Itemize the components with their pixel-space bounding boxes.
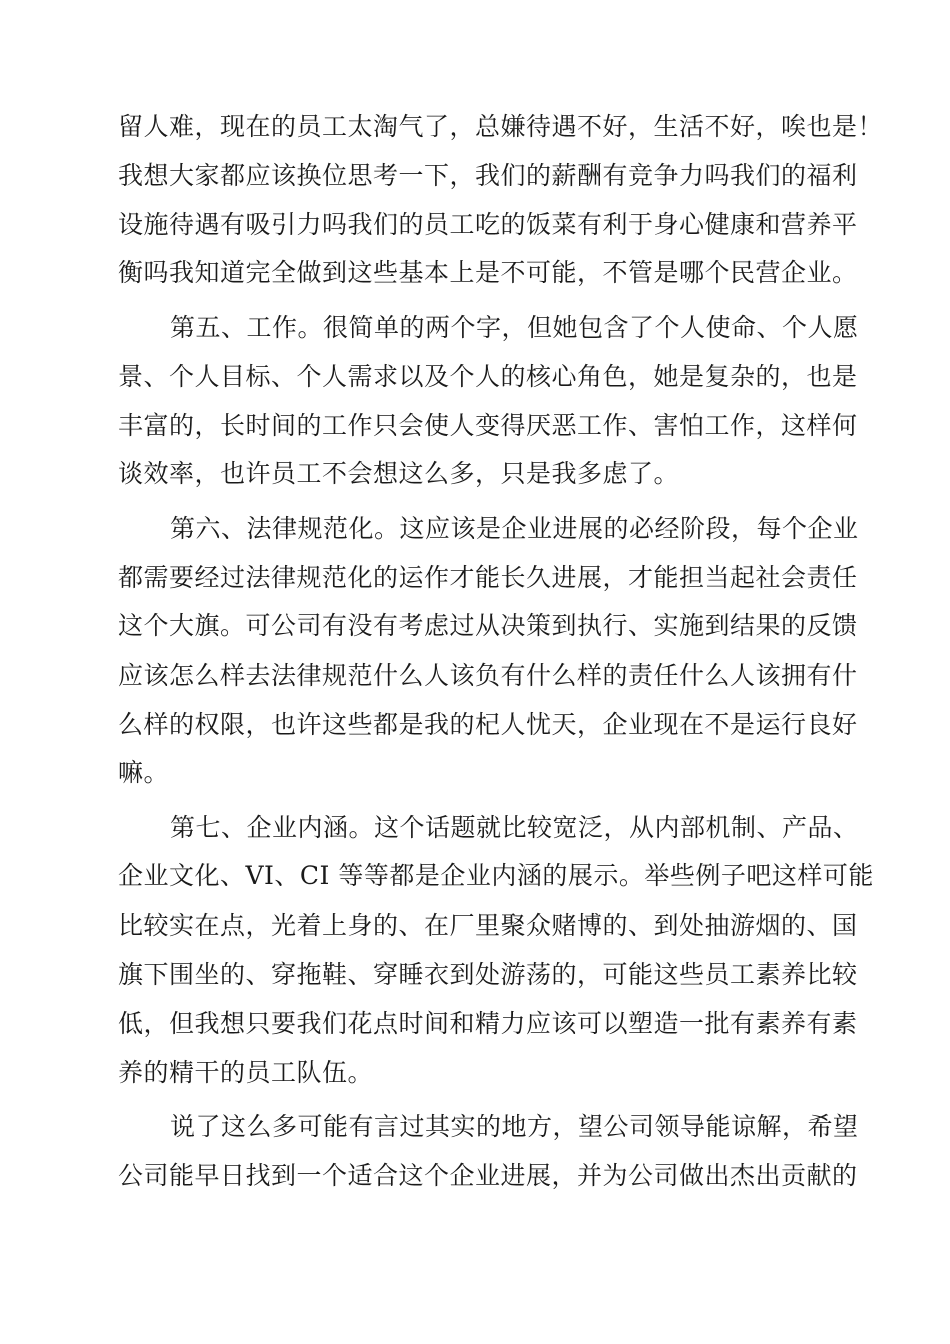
text-line: 么样的权限，也许这些都是我的杞人忧天，企业现在不是运行良好 bbox=[118, 710, 858, 739]
text-line: 谈效率，也许员工不会想这么多，只是我多虑了。 bbox=[118, 459, 680, 488]
text-line: 比较实在点，光着上身的、在厂里聚众赌博的、到处抽游烟的、国 bbox=[118, 911, 858, 940]
text-line: 低，但我想只要我们花点时间和精力应该可以塑造一批有素养有素 bbox=[118, 1009, 858, 1038]
text-line: 设施待遇有吸引力吗我们的员工吃的饭菜有利于身心健康和营养平 bbox=[118, 210, 858, 239]
text-line: 景、个人目标、个人需求以及个人的核心角色，她是复杂的，也是 bbox=[118, 362, 858, 391]
text-line: 这个大旗。可公司有没有考虑过从决策到执行、实施到结果的反馈 bbox=[118, 611, 858, 640]
text-line: 应该怎么样去法律规范什么人该负有什么样的责任什么人该拥有什 bbox=[118, 661, 858, 690]
text-line: 衡吗我知道完全做到这些基本上是不可能，不管是哪个民营企业。 bbox=[118, 258, 858, 287]
text-line: 都需要经过法律规范化的运作才能长久进展，才能担当起社会责任 bbox=[118, 563, 858, 592]
text-line: 旗下围坐的、穿拖鞋、穿睡衣到处游荡的，可能这些员工素养比较 bbox=[118, 960, 858, 989]
paragraph-first-line: 说了这么多可能有言过其实的地方，望公司领导能谅解，希望 bbox=[170, 1112, 859, 1141]
paragraph-first-line: 第五、工作。很简单的两个字，但她包含了个人使命、个人愿 bbox=[170, 313, 859, 342]
text-line: 丰富的，长时间的工作只会使人变得厌恶工作、害怕工作，这样何 bbox=[118, 411, 858, 440]
paragraph-first-line: 第六、法律规范化。这应该是企业进展的必经阶段，每个企业 bbox=[170, 514, 859, 543]
text-line: 嘛。 bbox=[118, 758, 170, 787]
text-line: 养的精干的员工队伍。 bbox=[118, 1058, 374, 1087]
text-line: 企业文化、VI、CI 等等都是企业内涵的展示。举些例子吧这样可能 bbox=[118, 861, 874, 890]
text-line: 留人难，现在的员工太淘气了，总嫌待遇不好，生活不好，唉也是！ bbox=[118, 112, 884, 141]
text-line: 公司能早日找到一个适合这个企业进展，并为公司做出杰出贡献的 bbox=[118, 1161, 858, 1190]
text-line: 我想大家都应该换位思考一下，我们的薪酬有竞争力吗我们的福利 bbox=[118, 161, 858, 190]
paragraph-first-line: 第七、企业内涵。这个话题就比较宽泛，从内部机制、产品、 bbox=[170, 813, 859, 842]
